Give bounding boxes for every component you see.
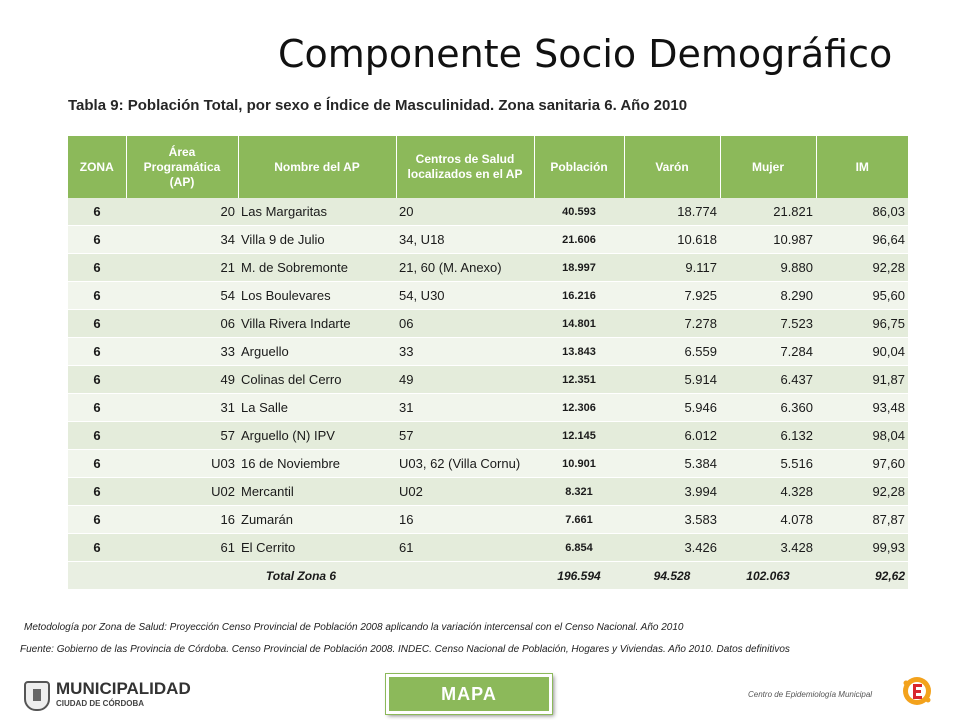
cell-varon: 6.559 — [624, 338, 720, 366]
cell-nombre: Las Margaritas — [238, 198, 396, 226]
cell-varon: 7.925 — [624, 282, 720, 310]
cell-mujer: 6.132 — [720, 422, 816, 450]
cell-nombre: Villa Rivera Indarte — [238, 310, 396, 338]
cell-centros: 61 — [396, 534, 534, 562]
cell-area: 61 — [126, 534, 238, 562]
methodology-note: Metodología por Zona de Salud: Proyección Censo Provincial de Población 2008 aplicando la variación intercensal con el Censo Nacional. Año 2010 — [24, 622, 684, 633]
cell-area: 21 — [126, 254, 238, 282]
cell-zona: 6 — [68, 534, 126, 562]
centro-epidemiologia-label: Centro de Epidemiología Municipal — [748, 690, 873, 699]
municipalidad-logo — [24, 679, 191, 713]
cell-mujer: 3.428 — [720, 534, 816, 562]
cell-im: 95,60 — [816, 282, 908, 310]
cell-centros: 31 — [396, 394, 534, 422]
cell-centros: 49 — [396, 366, 534, 394]
table-row — [68, 422, 908, 450]
logo-main-text: MUNICIPALIDAD — [56, 679, 191, 698]
cell-varon: 10.618 — [624, 226, 720, 254]
cell-im: 93,48 — [816, 394, 908, 422]
table-row — [68, 226, 908, 254]
cell-mujer: 5.516 — [720, 450, 816, 478]
cell-poblacion: 7.661 — [534, 506, 624, 534]
cell-zona: 6 — [68, 478, 126, 506]
table-row — [68, 310, 908, 338]
cell-area: U03 — [126, 450, 238, 478]
cell-varon: 7.278 — [624, 310, 720, 338]
cell-zona: 6 — [68, 506, 126, 534]
cell-im: 97,60 — [816, 450, 908, 478]
cell-area: 20 — [126, 198, 238, 226]
cell-poblacion: 40.593 — [534, 198, 624, 226]
cell-poblacion: 10.901 — [534, 450, 624, 478]
logo-sub-text: CIUDAD DE CÓRDOBA — [56, 699, 144, 708]
cell-poblacion: 6.854 — [534, 534, 624, 562]
cell-centros: 16 — [396, 506, 534, 534]
cell-im: 92,28 — [816, 254, 908, 282]
cell-zona: 6 — [68, 450, 126, 478]
cell-centros: 54, U30 — [396, 282, 534, 310]
cell-varon: 5.914 — [624, 366, 720, 394]
header-varon: Varón — [624, 136, 720, 198]
cell-nombre: Colinas del Cerro — [238, 366, 396, 394]
cell-nombre: La Salle — [238, 394, 396, 422]
cell-centros: 20 — [396, 198, 534, 226]
cell-varon: 5.384 — [624, 450, 720, 478]
table-caption: Tabla 9: Población Total, por sexo e Índice de Masculinidad. Zona sanitaria 6. Año 2010 — [68, 97, 688, 114]
table-header-row — [68, 136, 908, 198]
header-poblacion: Población — [534, 136, 624, 198]
cell-poblacion: 8.321 — [534, 478, 624, 506]
cell-im: 96,64 — [816, 226, 908, 254]
cell-centros: U03, 62 (Villa Cornu) — [396, 450, 534, 478]
header-mujer: Mujer — [720, 136, 816, 198]
cell-mujer: 7.284 — [720, 338, 816, 366]
cell-im: 86,03 — [816, 198, 908, 226]
cell-zona: 6 — [68, 198, 126, 226]
total-label: Total Zona 6 — [68, 562, 534, 590]
cell-area: U02 — [126, 478, 238, 506]
table-row — [68, 254, 908, 282]
table-row — [68, 282, 908, 310]
cell-zona: 6 — [68, 226, 126, 254]
total-im: 92,62 — [816, 562, 908, 590]
cell-mujer: 21.821 — [720, 198, 816, 226]
cell-poblacion: 14.801 — [534, 310, 624, 338]
total-mujer: 102.063 — [720, 562, 816, 590]
cell-mujer: 6.360 — [720, 394, 816, 422]
table-row — [68, 198, 908, 226]
cell-im: 90,04 — [816, 338, 908, 366]
cell-nombre: Zumarán — [238, 506, 396, 534]
cell-nombre: M. de Sobremonte — [238, 254, 396, 282]
cell-centros: 57 — [396, 422, 534, 450]
cell-area: 57 — [126, 422, 238, 450]
cell-mujer: 10.987 — [720, 226, 816, 254]
cell-im: 87,87 — [816, 506, 908, 534]
cell-mujer: 4.078 — [720, 506, 816, 534]
cell-im: 96,75 — [816, 310, 908, 338]
cell-nombre: El Cerrito — [238, 534, 396, 562]
cell-zona: 6 — [68, 422, 126, 450]
epidemiologia-emblem-icon — [900, 674, 934, 708]
table-body — [68, 198, 908, 562]
population-table — [68, 136, 908, 590]
cell-zona: 6 — [68, 310, 126, 338]
table-row — [68, 366, 908, 394]
cell-centros: 06 — [396, 310, 534, 338]
cell-area: 54 — [126, 282, 238, 310]
cell-mujer: 7.523 — [720, 310, 816, 338]
cell-im: 98,04 — [816, 422, 908, 450]
cell-mujer: 4.328 — [720, 478, 816, 506]
cell-nombre: 16 de Noviembre — [238, 450, 396, 478]
header-nombre: Nombre del AP — [238, 136, 396, 198]
total-poblacion: 196.594 — [534, 562, 624, 590]
cell-zona: 6 — [68, 394, 126, 422]
cell-nombre: Arguello — [238, 338, 396, 366]
page-title: Componente Socio Demográfico — [278, 32, 893, 76]
cell-im: 99,93 — [816, 534, 908, 562]
cell-im: 92,28 — [816, 478, 908, 506]
total-row — [68, 562, 908, 590]
cell-varon: 3.583 — [624, 506, 720, 534]
cell-centros: 21, 60 (M. Anexo) — [396, 254, 534, 282]
cell-varon: 3.426 — [624, 534, 720, 562]
cell-poblacion: 16.216 — [534, 282, 624, 310]
crest-icon — [24, 681, 50, 711]
cell-zona: 6 — [68, 254, 126, 282]
cell-im: 91,87 — [816, 366, 908, 394]
cell-area: 06 — [126, 310, 238, 338]
cell-varon: 9.117 — [624, 254, 720, 282]
cell-varon: 18.774 — [624, 198, 720, 226]
cell-centros: 34, U18 — [396, 226, 534, 254]
cell-area: 49 — [126, 366, 238, 394]
cell-zona: 6 — [68, 282, 126, 310]
cell-centros: 33 — [396, 338, 534, 366]
cell-varon: 5.946 — [624, 394, 720, 422]
cell-zona: 6 — [68, 366, 126, 394]
cell-poblacion: 12.351 — [534, 366, 624, 394]
table-row — [68, 450, 908, 478]
cell-nombre: Los Boulevares — [238, 282, 396, 310]
cell-varon: 6.012 — [624, 422, 720, 450]
cell-poblacion: 12.306 — [534, 394, 624, 422]
table-row — [68, 394, 908, 422]
source-note: Fuente: Gobierno de las Provincia de Córdoba. Censo Provincial de Población 2008. INDEC. Censo Nacional de Población, Hogares y Viviendas. Año 2010. Datos definitivos — [20, 644, 790, 655]
table-row — [68, 338, 908, 366]
cell-poblacion: 21.606 — [534, 226, 624, 254]
cell-area: 33 — [126, 338, 238, 366]
header-area: Área Programática (AP) — [126, 136, 238, 198]
cell-varon: 3.994 — [624, 478, 720, 506]
cell-area: 34 — [126, 226, 238, 254]
cell-poblacion: 18.997 — [534, 254, 624, 282]
table-row — [68, 534, 908, 562]
cell-mujer: 6.437 — [720, 366, 816, 394]
cell-centros: U02 — [396, 478, 534, 506]
cell-nombre: Mercantil — [238, 478, 396, 506]
mapa-button[interactable]: MAPA — [386, 674, 552, 714]
cell-poblacion: 12.145 — [534, 422, 624, 450]
header-centros: Centros de Salud localizados en el AP — [396, 136, 534, 198]
cell-nombre: Villa 9 de Julio — [238, 226, 396, 254]
cell-area: 31 — [126, 394, 238, 422]
table-row — [68, 478, 908, 506]
total-varon: 94.528 — [624, 562, 720, 590]
cell-poblacion: 13.843 — [534, 338, 624, 366]
cell-mujer: 8.290 — [720, 282, 816, 310]
cell-area: 16 — [126, 506, 238, 534]
cell-zona: 6 — [68, 338, 126, 366]
cell-nombre: Arguello (N) IPV — [238, 422, 396, 450]
header-im: IM — [816, 136, 908, 198]
table-row — [68, 506, 908, 534]
header-zona: ZONA — [68, 136, 126, 198]
cell-mujer: 9.880 — [720, 254, 816, 282]
